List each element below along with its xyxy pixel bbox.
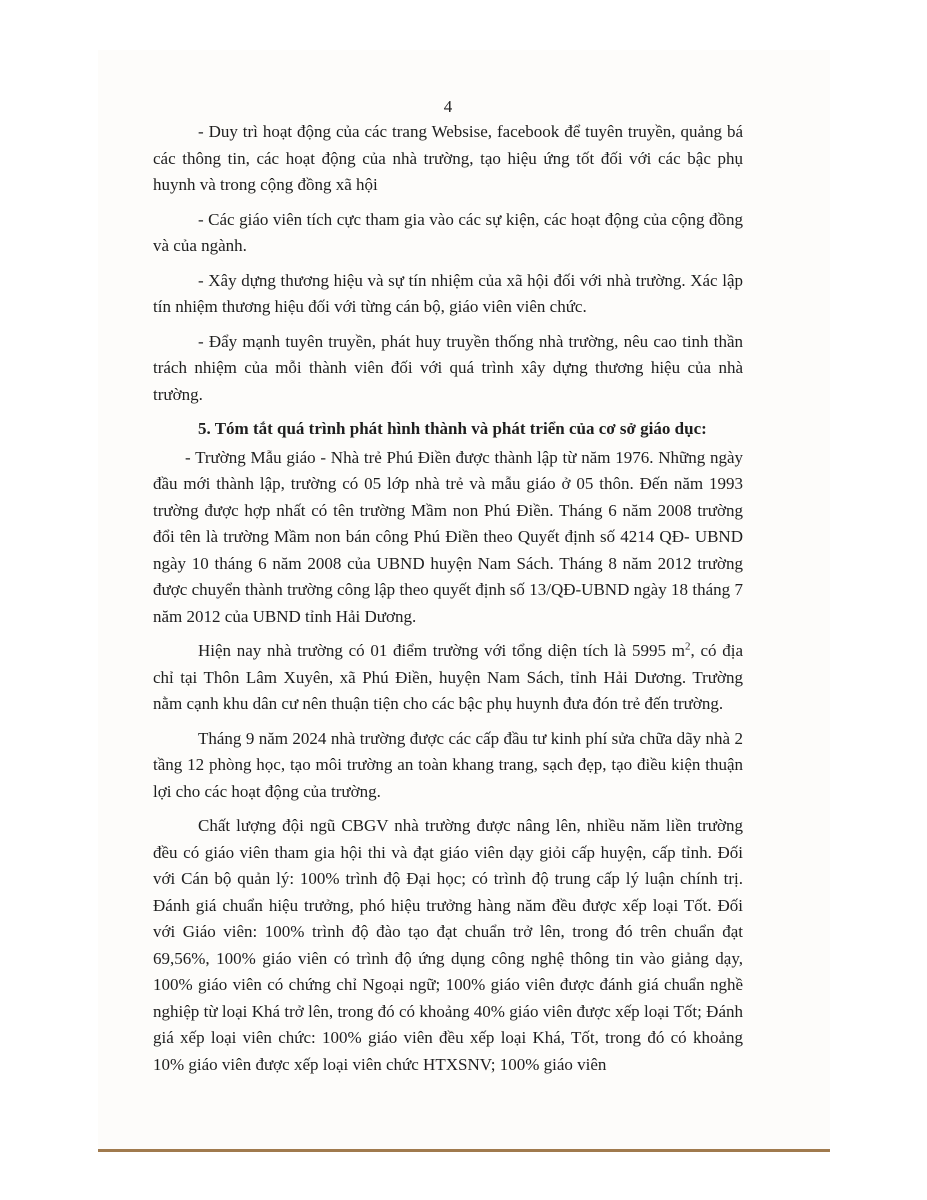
square-superscript: 2: [685, 640, 691, 653]
paragraph-campus: [153, 638, 743, 718]
paragraph-history: - Trường Mẫu giáo - Nhà trẻ Phú Điền được thành lập từ năm 1976. Những ngày đầu mới thành lập, trường có 05 lớp nhà trẻ và mẫu giáo ở 05 thôn. Đến năm 1993 trường được hợp nhất có tên trường Mầm non Phú Điền. Tháng 6 năm 2008 trường đổi tên là trường Mầm non bán công Phú Điền theo Quyết định số 4214 QĐ- UBND ngày 10 tháng 6 năm 2008 của UBND huyện Nam Sách. Tháng 8 năm 2012 trường được chuyển thành trường công lập theo quyết định số 13/QĐ-UBND ngày 18 tháng 7 năm 2012 của UBND tỉnh Hải Dương.: [153, 447, 743, 626]
campus-text-a: Hiện nay nhà trường có 01 điểm trường với tổng diện tích là 5995 m: [198, 641, 685, 660]
page-number: 4: [443, 97, 453, 116]
paragraph-promote-tradition: - Đẩy mạnh tuyên truyền, phát huy truyền thống nhà trường, nêu cao tinh thần trách nhiệm của mỗi thành viên đối với quá trình xây dựng thương hiệu của nhà trường.: [153, 331, 743, 404]
paragraph-staff-quality: Chất lượng đội ngũ CBGV nhà trường được nâng lên, nhiều năm liền trường đều có giáo viên tham gia hội thi và đạt giáo viên dạy giỏi cấp huyện, cấp tỉnh. Đối với Cán bộ quản lý: 100% trình độ Đại học; có trình độ trung cấp lý luận chính trị. Đánh giá chuẩn hiệu trưởng, phó hiệu trưởng hàng năm đều được xếp loại Tốt. Đối với Giáo viên: 100% trình độ đào tạo đạt chuẩn trở lên, trong đó trên chuẩn đạt 69,56%, 100% giáo viên có trình độ ứng dụng công nghệ thông tin vào giảng dạy, 100% giáo viên có chứng chỉ Ngoại ngữ; 100% giáo viên được đánh giá chuẩn nghề nghiệp từ loại Khá trở lên, trong đó có khoảng 40% giáo viên được xếp loại Tốt; Đánh giá xếp loại viên chức: 100% giáo viên đều xếp loại Khá, Tốt, trong đó có khoảng 10% giáo viên được xếp loại viên chức HTXSNV; 100% giáo viên: [153, 816, 743, 1074]
page-content: [153, 95, 743, 1086]
section-heading-5: 5. Tóm tắt quá trình phát hình thành và phát triển của cơ sở giáo dục:: [198, 419, 707, 438]
campus-text-b: , có địa chỉ tại Thôn Lâm Xuyên, xã Phú Điền, huyện Nam Sách, tỉnh Hải Dương. Trường nằm cạnh khu dân cư nên thuận tiện cho các bậc phụ huynh đưa đón trẻ đến trường.: [153, 641, 743, 713]
paragraph-renovation: Tháng 9 năm 2024 nhà trường được các cấp đầu tư kinh phí sửa chữa dãy nhà 2 tầng 12 phòng học, tạo môi trường an toàn khang trang, sạch đẹp, tạo điều kiện thuận lợi cho các hoạt động của trường.: [153, 728, 743, 801]
paragraph-community-events: - Các giáo viên tích cực tham gia vào các sự kiện, các hoạt động của cộng đồng và của ngành.: [153, 209, 743, 255]
paragraph-website-facebook: - Duy trì hoạt động của các trang Websise, facebook để tuyên truyền, quảng bá các thông tin, các hoạt động của nhà trường, tạo hiệu ứng tốt đối với các bậc phụ huynh và trong cộng đồng xã hội: [153, 122, 743, 194]
paragraph-brand-trust: - Xây dựng thương hiệu và sự tín nhiệm của xã hội đối với nhà trường. Xác lập tín nhiệm thương hiệu đối với từng cán bộ, giáo viên viên chức.: [153, 270, 743, 316]
